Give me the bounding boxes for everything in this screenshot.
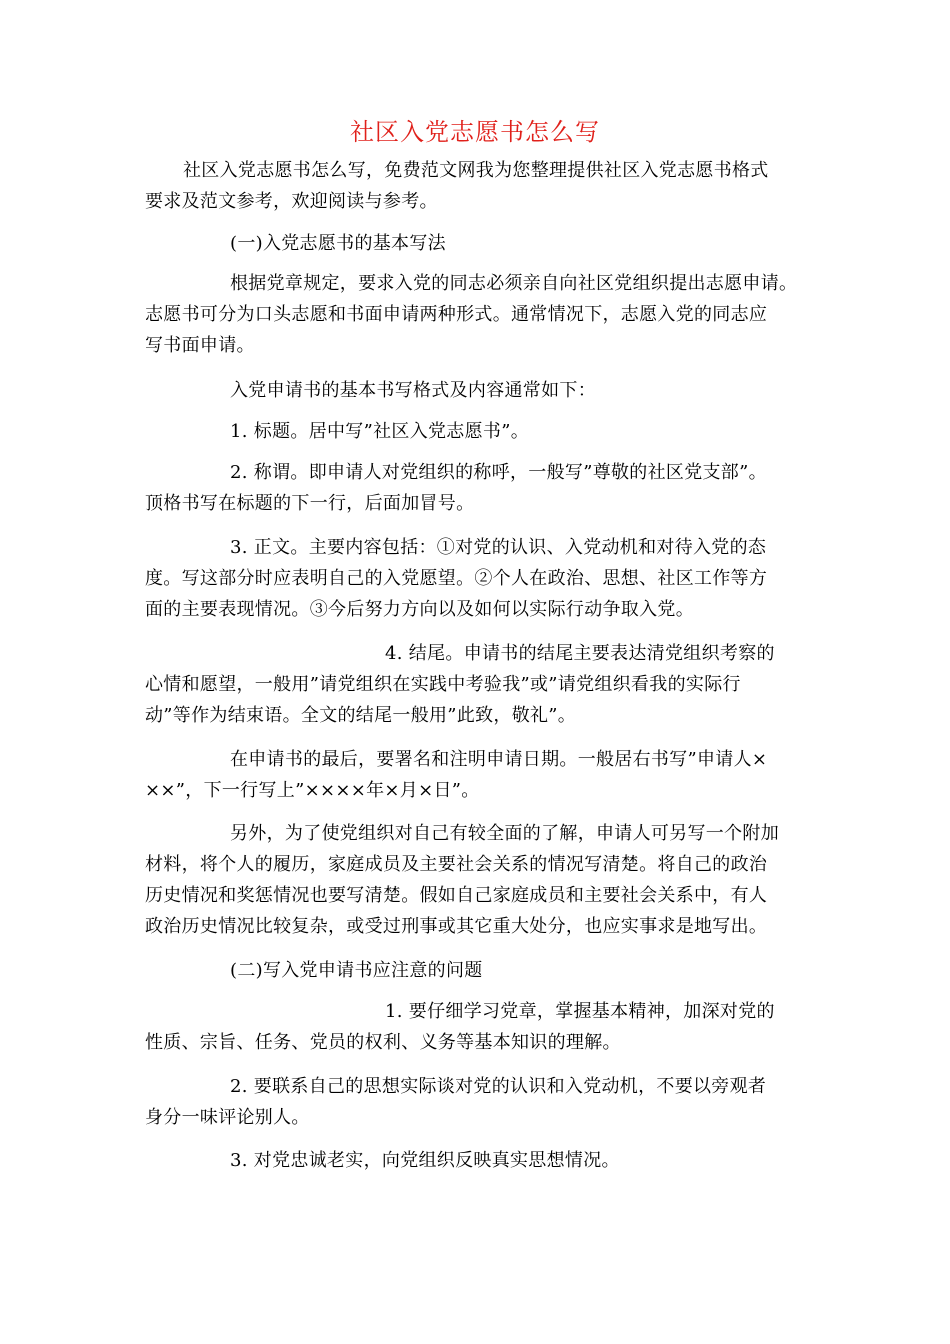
paragraph-line: 志愿书可分为口头志愿和书面申请两种形式。通常情况下，志愿入党的同志应 xyxy=(145,304,768,325)
paragraph-line: 身分一味评论别人。 xyxy=(145,1107,310,1128)
list-item-thoughts xyxy=(145,1071,825,1133)
paragraph-line: 3. 正文。主要内容包括：①对党的认识、入党动机和对待入党的态 xyxy=(230,537,767,558)
paragraph-line: 根据党章规定，要求入党的同志必须亲自向社区党组织提出志愿申请。 xyxy=(230,273,798,294)
paragraph-line: 面的主要表现情况。③今后努力方向以及如何以实际行动争取入党。 xyxy=(145,599,694,620)
list-item-honesty xyxy=(145,1145,825,1176)
paragraph-format-intro xyxy=(145,375,825,406)
paragraph-signature xyxy=(145,744,825,806)
paragraph-line: 历史情况和奖惩情况也要写清楚。假如自己家庭成员和主要社会关系中，有人 xyxy=(145,885,768,906)
paragraph-line: 1. 标题。居中写”社区入党志愿书”。 xyxy=(230,421,529,442)
paragraph-line: 2. 要联系自己的思想实际谈对党的认识和入党动机，不要以旁观者 xyxy=(230,1076,767,1097)
list-item-title xyxy=(145,416,825,447)
paragraph-line: 心情和愿望，一般用”请党组织在实践中考验我”或”请党组织看我的实际行 xyxy=(145,674,741,695)
paragraph-line: 写书面申请。 xyxy=(145,335,255,356)
paragraph-line: 3. 对党忠诚老实，向党组织反映真实思想情况。 xyxy=(230,1150,620,1171)
paragraph-party-rules xyxy=(145,268,825,361)
paragraph-line: (一)入党志愿书的基本写法 xyxy=(230,233,446,254)
section-heading-1 xyxy=(145,228,825,259)
paragraph-line: (二)写入党申请书应注意的问题 xyxy=(230,960,483,981)
document-title: 社区入党志愿书怎么写 xyxy=(350,118,600,146)
paragraph-line: 顶格书写在标题的下一行，后面加冒号。 xyxy=(145,493,475,514)
list-item-study xyxy=(145,996,825,1058)
list-item-body xyxy=(145,532,825,625)
paragraph-line: 2. 称谓。即申请人对党组织的称呼，一般写”尊敬的社区党支部”。 xyxy=(230,462,767,483)
paragraph-line: 要求及范文参考，欢迎阅读与参考。 xyxy=(145,191,438,212)
paragraph-line: 政治历史情况比较复杂，或受过刑事或其它重大处分，也应实事求是地写出。 xyxy=(145,916,768,937)
paragraph-line: 性质、宗旨、任务、党员的权利、义务等基本知识的理解。 xyxy=(145,1032,621,1053)
paragraph-intro xyxy=(145,155,825,217)
paragraph-line: ××”，下一行写上”××××年×月×日”。 xyxy=(145,780,480,801)
paragraph-line: 动”等作为结束语。全文的结尾一般用”此致，敬礼”。 xyxy=(145,705,577,726)
paragraph-line: 度。写这部分时应表明自己的入党愿望。②个人在政治、思想、社区工作等方 xyxy=(145,568,768,589)
paragraph-line: 社区入党志愿书怎么写，免费范文网我为您整理提供社区入党志愿书格式 xyxy=(183,160,769,181)
paragraph-additional-material xyxy=(145,818,825,942)
paragraph-line: 入党申请书的基本书写格式及内容通常如下： xyxy=(230,380,596,401)
paragraph-line: 4. 结尾。申请书的结尾主要表达清党组织考察的 xyxy=(385,643,775,664)
section-heading-2 xyxy=(145,955,825,986)
paragraph-line: 另外，为了使党组织对自己有较全面的了解，申请人可另写一个附加 xyxy=(230,823,779,844)
paragraph-line: 在申请书的最后，要署名和注明申请日期。一般居右书写”申请人× xyxy=(230,749,768,770)
paragraph-line: 1. 要仔细学习党章，掌握基本精神，加深对党的 xyxy=(385,1001,775,1022)
list-item-salutation xyxy=(145,457,825,519)
paragraph-line: 材料，将个人的履历，家庭成员及主要社会关系的情况写清楚。将自己的政治 xyxy=(145,854,768,875)
list-item-ending xyxy=(145,638,825,731)
